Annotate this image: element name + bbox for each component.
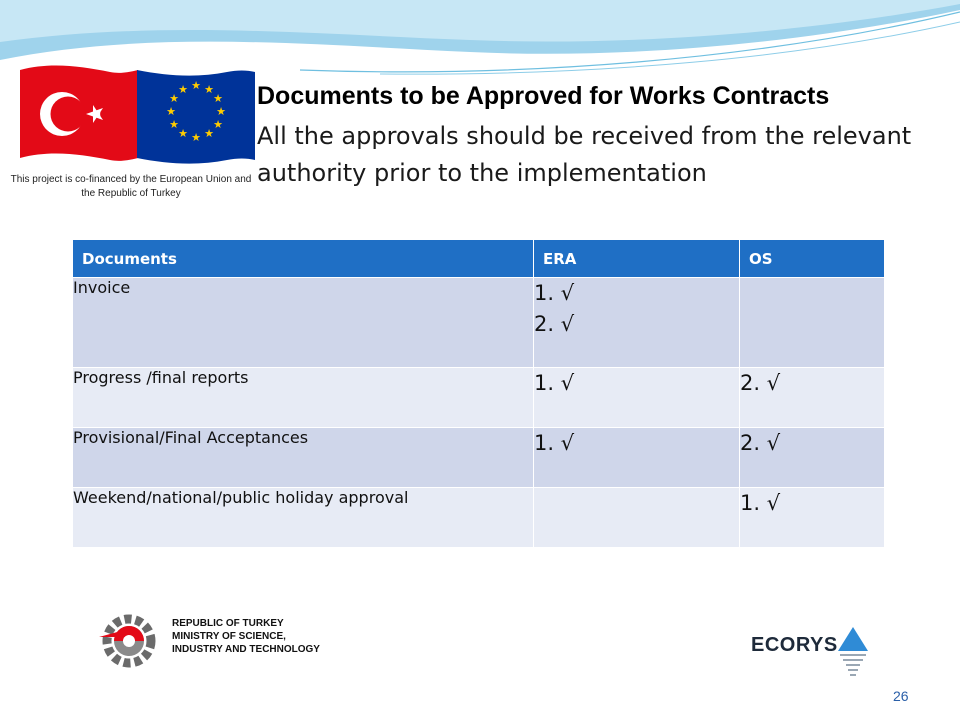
table-row [73, 368, 885, 428]
document-name: Progress /final reports [73, 368, 534, 428]
header-documents: Documents [73, 240, 534, 278]
table-row [73, 278, 885, 368]
os-step: 1. √ [740, 491, 781, 515]
ministry-gear-logo-icon [94, 610, 164, 672]
ministry-line-2: MINISTRY OF SCIENCE, [172, 631, 286, 642]
svg-text:★: ★ [166, 105, 176, 118]
svg-text:★: ★ [169, 92, 179, 105]
os-step: 2. √ [740, 371, 781, 395]
os-cell [740, 368, 885, 428]
page-number: 26 [893, 688, 909, 704]
header-era: ERA [534, 240, 740, 278]
era-step: 2. √ [534, 312, 575, 336]
document-name: Provisional/Final Acceptances [73, 428, 534, 488]
eu-flag-icon [137, 62, 255, 166]
svg-text:★: ★ [191, 79, 201, 92]
os-step: 2. √ [740, 431, 781, 455]
header-os: OS [740, 240, 885, 278]
page-subtitle: All the approvals should be received from the relevant authority prior to the implementation [257, 122, 912, 187]
svg-text:★: ★ [169, 118, 179, 131]
table-row [73, 428, 885, 488]
cofinance-note: This project is co-financed by the European Union and the Republic of Turkey [10, 174, 252, 199]
ecorys-triangle-logo-icon [836, 625, 870, 681]
ministry-line-1: REPUBLIC OF TURKEY [172, 618, 284, 629]
svg-text:★: ★ [178, 83, 188, 96]
svg-text:★: ★ [191, 131, 201, 144]
era-cell [534, 278, 740, 368]
os-cell [740, 278, 885, 368]
document-name: Invoice [73, 278, 534, 368]
era-cell [534, 488, 740, 548]
era-step: 1. √ [534, 371, 575, 395]
document-name: Weekend/national/public holiday approval [73, 488, 534, 548]
svg-text:★: ★ [213, 92, 223, 105]
svg-text:★: ★ [213, 118, 223, 131]
table-header-row [73, 240, 885, 278]
svg-text:★: ★ [204, 127, 214, 140]
ministry-text [172, 617, 320, 656]
era-cell [534, 368, 740, 428]
svg-text:★: ★ [204, 83, 214, 96]
ecorys-logo-text: ECORYS [751, 634, 838, 656]
table-row [73, 488, 885, 548]
svg-text:★: ★ [178, 127, 188, 140]
era-step: 1. √ [534, 431, 575, 455]
turkey-flag-icon [20, 62, 138, 166]
era-step: 1. √ [534, 281, 575, 305]
os-cell [740, 488, 885, 548]
ministry-line-3: INDUSTRY AND TECHNOLOGY [172, 644, 320, 655]
svg-text:★: ★ [216, 105, 226, 118]
documents-table [72, 239, 885, 548]
page-title: Documents to be Approved for Works Contracts [257, 82, 830, 110]
era-cell [534, 428, 740, 488]
os-cell [740, 428, 885, 488]
